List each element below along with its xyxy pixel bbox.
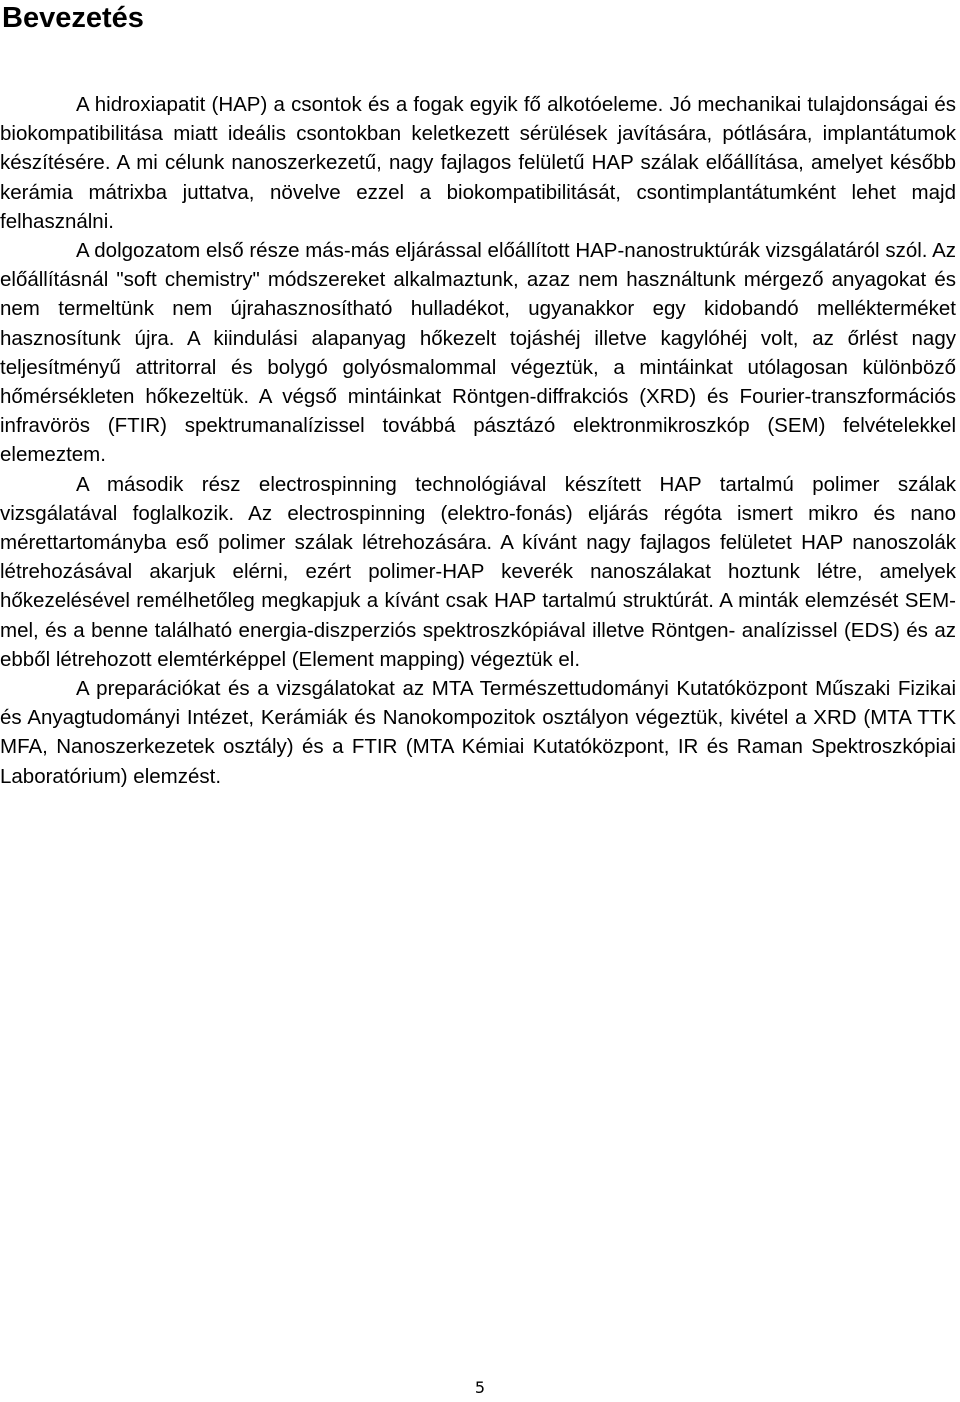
paragraph-part-one: A dolgozatom első része más-más eljárással előállított HAP-nanostruktúrák vizsgálatáról szól. Az előállításnál "soft chemistry" módszereket alkalmaztunk, azaz nem használtunk mérgező anyagokat és nem termeltünk nem újrahasznosítható hulladékot, ugyanakkor egy kidobandó mellékterméket hasznosítunk újra. A kiindulási alapanyag hőkezelt tojáshéj illetve kagylóhéj volt, az őrlést nagy teljesítményű attritorral és bolygó golyósmalommal végeztük, a mintáinkat utólagosan különböző hőmérsékleten hőkezeltük. A végső mintáinkat Röntgen-diffrakciós (XRD) és Fourier-transzformációs infravörös (FTIR) spektrumanalízissel továbbá pásztázó elektronmikroszkóp (SEM) felvételekkel elemeztem. xyxy=(0,239,956,467)
page-title: Bevezetés xyxy=(2,2,144,34)
paragraph-acknowledgement: A preparációkat és a vizsgálatokat az MTA Természettudományi Kutatóközpont Műszaki Fizikai és Anyagtudományi Intézet, Kerámiák és Nanokompozitok osztályon végeztük, kivétel a XRD (MTA TTK MFA, Nanoszerkezetek osztály) és a FTIR (MTA Kémiai Kutatóközpont, IR és Raman Spektroszkópiai Laboratórium) elemzést. xyxy=(0,677,956,788)
paragraph-part-two: A második rész electrospinning technológiával készített HAP tartalmú polimer szálak vizsgálatával foglalkozik. Az electrospinning (elektro-fonás) eljárás régóta ismert mikro és nano mérettartományba eső polimer szálak létrehozására. A kívánt nagy fajlagos felületet HAP nanoszolák létrehozásával akarjuk elérni, ezért polimer-HAP keverék nanoszálakat hoztunk létre, amelyek hőkezelésével remélhetőleg megkapjuk a kívánt csak HAP tartalmú struktúrát. A minták elemzését SEM-mel, és a benne található energia-diszperziós spektroszkópiával illetve Röntgen- analízissel (EDS) és az ebből létrehozott elemtérképpel (Element mapping) végeztük el. xyxy=(0,472,956,671)
page-number: 5 xyxy=(474,1378,486,1397)
body-text xyxy=(0,90,956,791)
paragraph-intro: A hidroxiapatit (HAP) a csontok és a fogak egyik fő alkotóeleme. Jó mechanikai tulajdonságai és biokompatibilitása miatt ideális csontokban keletkezett sérülések javítására, pótlására, implantátumok készítésére. A mi célunk nanoszerkezetű, nagy fajlagos felületű HAP szálak előállítása, amelyet később kerámia mátrixba juttatva, növelve ezzel a biokompatibilitását, csontimplantátumként lehet majd felhasználni. xyxy=(0,93,956,233)
